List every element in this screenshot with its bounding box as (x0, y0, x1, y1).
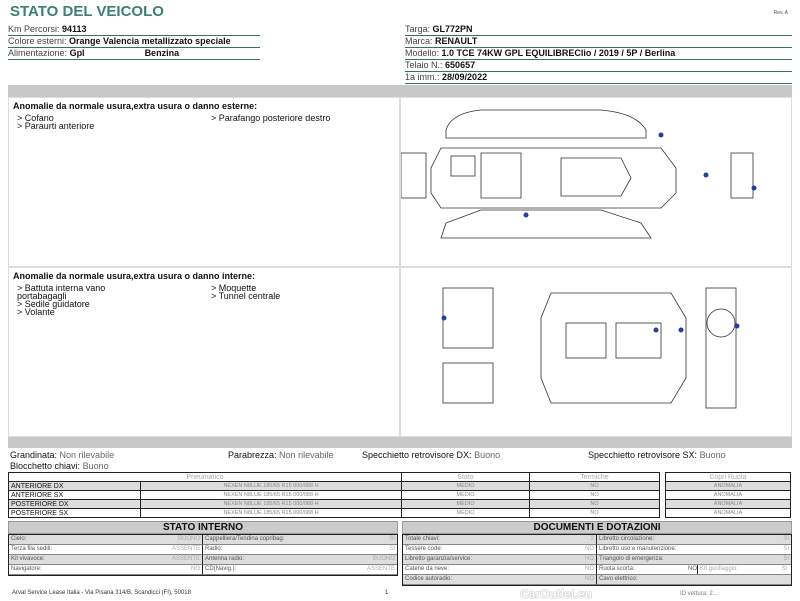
divider-bar (8, 85, 792, 97)
field-row: Libretto garanzia/service: NO (403, 555, 597, 565)
field-row: CD(Navig.): ASSENTE (203, 565, 397, 575)
field-row: Navigatore: NO (9, 565, 203, 575)
cell: ANOMALIA (666, 491, 791, 500)
field-row: Ruota scorta: NO Kit gonfiaggio: SI (597, 565, 791, 575)
copri-ruota-table (665, 472, 791, 518)
field-row: Libretto circolazione: SI (597, 535, 791, 545)
exterior-diagram (400, 97, 792, 267)
field-row: Libretto uso e manutenzione: SI (597, 545, 791, 555)
header-termiche: Termiche (530, 473, 660, 482)
telaio-row: Telaio N.: 650657 (405, 60, 792, 72)
watermark-logo: CarOutlet.eu (520, 587, 593, 601)
damage-item: portabagagli (17, 291, 67, 301)
field-row: Cavo elettrico: (597, 575, 791, 585)
footer-address: Arval Service Lease Italia - Via Pisana 314/B, Scandicci (FI), 50018 (12, 590, 191, 596)
exterior-heading: Anomalie da normale usura,extra usura o danno esterne: (13, 101, 258, 111)
damage-item: > Cofano (17, 113, 54, 123)
field-row: Codice autoradio: NO (403, 575, 597, 585)
damage-item: > Volante (17, 307, 55, 317)
field-row: Cappelliera/Tendina copribag: SI (203, 535, 397, 545)
damage-item: > Parafango posteriore destro (211, 113, 331, 123)
field-row: Tessere code: NO (403, 545, 597, 555)
damage-item: > Sedile guidatore (17, 299, 90, 309)
specchietto-sx: Specchietto retrovisore SX: Buono (588, 450, 726, 460)
documenti-section (402, 521, 792, 586)
section-title: STATO INTERNO (8, 521, 398, 534)
header-pneumatico: Pneumatico (9, 473, 402, 482)
tyres-table (8, 472, 660, 518)
table-row: POSTERIORE DX NEXEN N8LUE 185/65 R15 000/088 H MEDIO NO (9, 500, 660, 509)
interior-heading: Anomalie da normale usura,extra usura o danno interne: (13, 271, 256, 281)
interior-diagram (400, 267, 792, 437)
damage-item: > Moquette (211, 283, 257, 293)
field-row: Kit vivavoce: ASSENTE (9, 555, 203, 565)
field-row: Cielo: BUONO (9, 535, 203, 545)
exterior-damage-panel (8, 97, 400, 267)
specchietto-dx: Specchietto retrovisore DX: Buono (362, 450, 501, 460)
grandinata: Grandinata: Non rilevabile (10, 450, 115, 460)
interior-damage-panel (8, 267, 400, 437)
cell: ANOMALIA (666, 500, 791, 509)
divider-bar (8, 437, 792, 448)
damage-item: > Battuta interna vano (17, 283, 106, 293)
marca-row: Marca: RENAULT (405, 36, 792, 48)
modello-row: Modello: 1.0 TCE 74KW GPL EQUILIBREClio / 2019 / 5P / Berlina (405, 48, 792, 60)
blocchetto-chiavi: Blocchetto chiavi: Buono (10, 461, 109, 471)
revision: Rev. A (773, 10, 788, 16)
header-copri-ruota: Copri Ruota (666, 473, 791, 482)
cell: ANOMALIA (666, 482, 791, 491)
damage-item: > Paraurti anteriore (17, 121, 95, 131)
colore-row: Colore esterni: Orange Valencia metallizzato speciale (8, 36, 260, 48)
info-left (8, 24, 260, 60)
field-row: Catene da neve: NO (403, 565, 597, 575)
footer-id: ID vettura: 2... (680, 591, 718, 597)
damage-item: > Tunnel centrale (211, 291, 281, 301)
car-interior-diagram-icon (401, 268, 793, 438)
cell: ANOMALIA (666, 509, 791, 518)
page-title: STATO DEL VEICOLO (10, 3, 164, 20)
km-row: Km Percorsi: 94113 (8, 24, 260, 36)
kit-gonfiaggio: Kit gonfiaggio: SI (697, 565, 787, 574)
stato-interno-section (8, 521, 398, 576)
header-stato: Stato (402, 473, 530, 482)
page-number: 1 (385, 590, 389, 596)
field-row: Totale chiavi: 2 (403, 535, 597, 545)
field-row: Terza fila sedili: ASSENTE (9, 545, 203, 555)
table-row: ANTERIORE SX NEXEN N8LUE 185/65 R15 000/088 H MEDIO NO (9, 491, 660, 500)
car-exterior-diagram-icon (401, 98, 793, 268)
field-row: Antenna radio: BUONO (203, 555, 397, 565)
immatricolazione-row: 1a imm.: 28/09/2022 (405, 72, 792, 84)
field-row: Triangolo di emergenza: SI (597, 555, 791, 565)
field-row: Radio: SI (203, 545, 397, 555)
targa-row: Targa: GL772PN (405, 24, 792, 36)
table-row: ANTERIORE DX NEXEN N8LUE 185/65 R15 000/088 H MEDIO NO (9, 482, 660, 491)
table-row: POSTERIORE SX NEXEN N8LUE 185/65 R15 000/088 H MEDIO NO (9, 509, 660, 518)
info-right (405, 24, 792, 84)
alimentazione-row: Alimentazione: Gpl Benzina (8, 48, 260, 60)
parabrezza: Parabrezza: Non rilevabile (228, 450, 334, 460)
section-title: DOCUMENTI E DOTAZIONI (402, 521, 792, 534)
